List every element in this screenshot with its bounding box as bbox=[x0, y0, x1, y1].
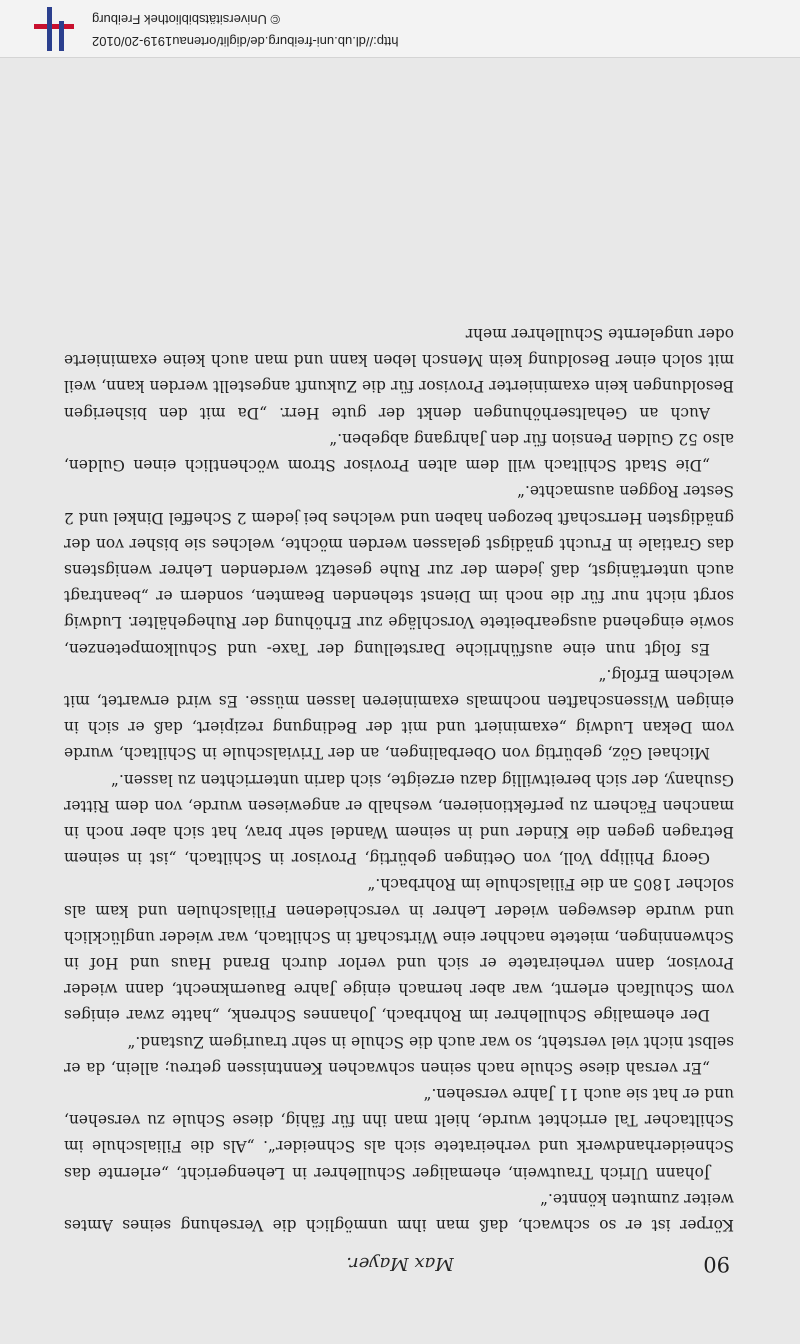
page-body bbox=[64, 321, 734, 1238]
paragraph-5: Georg Philipp Voll, von Oetingen gebürtig, Provisor in Schiltach, „ist in seinem Betragen gegen die Kinder und in seinem Wandel sehr brav, hat sich aber noch in manchen Fächern zu perfektionieren, weshalb er angewiesen wurde, von dem Ritter Gsuhany, der sich bereitwillig dazu erzeigte, sich darin unterrichten zu lassen.“ bbox=[64, 770, 734, 868]
paragraph-6: Michael Göz, gebürtig von Oberbalingen, an der Trivialschule in Schiltach, wurde vom Dekan Ludwig „examiniert und mit der Bedingung rezipiert, daß er sich in einigen Wissenschaften nochmals examinieren lassen müsse. Es wird erwartet, mit welchem Erfolg.“ bbox=[64, 665, 734, 763]
paragraph-2: Johann Ulrich Trautwein, ehemaliger Schullehrer in Lehengericht, „erlernte das Schneiderhandwerk und verheiratete sich als Schneider“. „Als die Filialschule im Schiltacher Tal errichtet wurde, hielt man ihn für fähig, diese Schule zu versehen, und er hat sie auch 11 Jahre versehen.“ bbox=[64, 1084, 734, 1182]
paragraph-7: Es folgt nun eine ausführliche Darstellung der Taxe- und Schulkompetenzen, sowie eingehend ausgearbeitete Vorschläge zur Erhöhung der Ruhegehälter. Ludwig sorgt nicht nur für die noch im Dienst stehenden Beamten, sondern er „beantragt auch untertänigst, daß jedem der zur Ruhe gesetzt werdenden Lehrer wenigstens das Gratiale in Frucht gnädigst gelassen werden möchte, welches sie bisher von der gnädigsten Herrschaft bezogen haben und welches bei jedem 2 Scheffel Dinkel und 2 Sester Roggen ausmachte.“ bbox=[64, 482, 734, 658]
book-page bbox=[0, 58, 800, 1344]
paragraph-1: Körper ist er so schwach, daß man ihm unmöglich die Versehung seines Amtes weiter zumuten könnte.“ bbox=[64, 1189, 734, 1234]
paragraph-9: Auch an Gehaltserhöhungen denkt der gute Herr. „Da mit den bisherigen Besoldungen kein examinierter Provisor für die Zukunft angestellt werden kann, weil mit solch einer Besoldung kein Mensch leben kann und man auch keine examinierte oder ungelernte Schullehrer mehr bbox=[64, 325, 734, 422]
page-header bbox=[64, 1248, 736, 1278]
copyright-notice: © Universitätsbibliothek Freiburg bbox=[92, 12, 281, 27]
page-number: 90 bbox=[703, 1252, 730, 1276]
paragraph-4: Der ehemalige Schullehrer im Rohrbach, Johannes Schrenk, „hatte zwar einiges vom Schulfach erlernt, war aber hernach einige Jahre Bauernknecht, dann wieder Provisor, dann verheiratete er sich und verlor durch Brand Haus und Hof in Schwenningen, mietete nachher eine Wirtschaft in Schiltach, war wieder unglücklich und wurde deswegen wieder Lehrer in verschiedenen Filialschulen und kam als solcher 1805 an die Filialschule im Rohrbach.“ bbox=[64, 875, 734, 1025]
library-footer bbox=[0, 0, 800, 58]
paragraph-3: „Er versah diese Schule nach seinen schwachen Kenntnissen getreu; allein, da er selbst nicht viel versteht, so war auch die Schule in sehr traurigem Zustand.“ bbox=[64, 1032, 734, 1077]
source-url[interactable]: http://dl.ub.uni-freiburg.de/diglit/ortenau1919-20/0102 bbox=[92, 34, 399, 49]
paragraph-8: „Die Stadt Schiltach will dem alten Provisor Strom wöchentlich einen Gulden, also 52 Gulden Pension für den Jahrgang abgeben.“ bbox=[64, 429, 734, 475]
university-library-logo-icon bbox=[34, 7, 74, 51]
running-head: Max Mayer. bbox=[346, 1253, 454, 1274]
